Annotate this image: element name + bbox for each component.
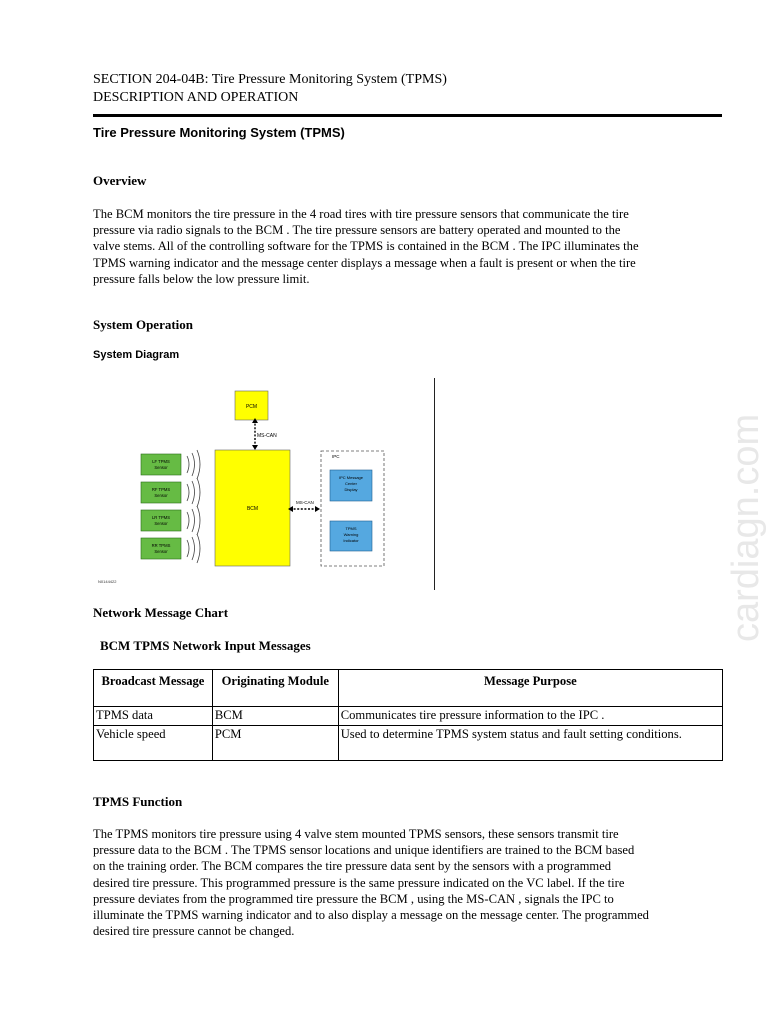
system-diagram xyxy=(95,378,395,588)
tpms-function-line: illuminate the TPMS warning indicator and to also display a message on the message center. The programmed xyxy=(93,908,649,923)
svg-text:Warning: Warning xyxy=(343,532,359,537)
svg-text:Display: Display xyxy=(344,487,358,492)
table-header-row xyxy=(94,670,723,707)
watermark-text: cardiagn.com xyxy=(725,413,767,642)
overview-line: The BCM monitors the tire pressure in the 4 road tires with tire pressure sensors that communicate the tire xyxy=(93,207,629,221)
svg-text:RR TPMS: RR TPMS xyxy=(151,543,171,548)
svg-text:RF TPMS: RF TPMS xyxy=(151,487,171,492)
tpms-function-heading: TPMS Function xyxy=(93,794,183,809)
overview-line: valve stems. All of the controlling software for the TPMS is contained in the BCM . The IPC illuminates the xyxy=(93,239,639,254)
sensor-rf xyxy=(141,482,181,503)
network-input-heading: BCM TPMS Network Input Messages xyxy=(100,638,311,653)
tpms-function-line: desired tire pressure. This programmed pressure is the same pressure indicated on the VC label. If the tire xyxy=(93,875,625,890)
section-header: SECTION 204-04B: Tire Pressure Monitoring System (TPMS) xyxy=(93,72,447,87)
svg-text:LF TPMS: LF TPMS xyxy=(152,459,170,464)
table-cell: BCM xyxy=(212,707,338,726)
overview-paragraph xyxy=(93,206,725,287)
svg-text:TPMS: TPMS xyxy=(345,526,357,531)
ms-can-top-label: MS-CAN xyxy=(257,433,277,439)
system-operation-heading: System Operation xyxy=(93,317,194,332)
table-cell: Vehicle speed xyxy=(94,726,213,761)
watermark xyxy=(712,380,768,650)
column-header: Originating Module xyxy=(212,670,338,707)
overview-heading: Overview xyxy=(93,173,147,188)
pcm-label: PCM xyxy=(245,404,258,410)
subsection-header: DESCRIPTION AND OPERATION xyxy=(93,90,299,105)
message-table xyxy=(93,669,723,761)
overview-line: pressure falls below the low pressure limit. xyxy=(93,271,310,286)
header-rule xyxy=(93,114,722,117)
tpms-function-line: The TPMS monitors tire pressure using 4 valve stem mounted TPMS sensors, these sensors transmit tire xyxy=(93,827,619,841)
table-cell: TPMS data xyxy=(94,707,213,726)
ms-can-side-label: MS-CAN xyxy=(296,500,314,505)
sensor-lf xyxy=(141,454,181,475)
svg-text:Sensor: Sensor xyxy=(154,549,168,554)
ipc-label: IPC xyxy=(332,454,340,459)
table-row xyxy=(94,726,723,761)
diagram-divider xyxy=(434,378,435,590)
network-chart-heading: Network Message Chart xyxy=(93,605,229,620)
tpms-function-line: pressure deviates from the programmed tire pressure the BCM , using the MS-CAN , signals the IPC to xyxy=(93,891,614,906)
svg-text:IPC Message: IPC Message xyxy=(338,475,364,480)
system-diagram-heading: System Diagram xyxy=(93,349,180,361)
table-cell: Used to determine TPMS system status and fault setting conditions. xyxy=(338,726,722,761)
sensor-lr xyxy=(141,510,181,531)
bcm-label: BCM xyxy=(246,506,259,512)
sensor-rr xyxy=(141,538,181,559)
svg-text:LR TPMS: LR TPMS xyxy=(151,515,171,520)
table-cell: Communicates tire pressure information to the IPC . xyxy=(338,707,722,726)
tpms-function-line: pressure data to the BCM . The TPMS sensor locations and unique identifiers are trained to the BCM based xyxy=(93,843,635,858)
ipc-message-center-box xyxy=(330,470,372,501)
figure-id: N0144422 xyxy=(98,579,117,584)
column-header: Broadcast Message xyxy=(94,670,213,707)
svg-text:Sensor: Sensor xyxy=(154,493,168,498)
svg-text:Sensor: Sensor xyxy=(154,521,168,526)
overview-line: pressure via radio signals to the BCM . The tire pressure sensors are battery operated and mounted to the xyxy=(93,223,621,238)
document-title: Tire Pressure Monitoring System (TPMS) xyxy=(93,125,345,140)
svg-text:Center: Center xyxy=(344,481,358,486)
tpms-warning-indicator-box xyxy=(330,521,372,551)
svg-text:Indicator: Indicator xyxy=(343,538,359,543)
table-row xyxy=(94,707,723,726)
column-header: Message Purpose xyxy=(338,670,722,707)
table-cell: PCM xyxy=(212,726,338,761)
tpms-function-line: desired tire pressure cannot be changed. xyxy=(93,924,295,939)
overview-line: TPMS warning indicator and the message center displays a message when a fault is present or when the tire xyxy=(93,255,636,270)
tpms-function-line: on the training order. The BCM compares the tire pressure data sent by the sensors with a programmed xyxy=(93,859,612,874)
tpms-function-paragraph xyxy=(93,826,725,939)
svg-text:Sensor: Sensor xyxy=(154,465,168,470)
